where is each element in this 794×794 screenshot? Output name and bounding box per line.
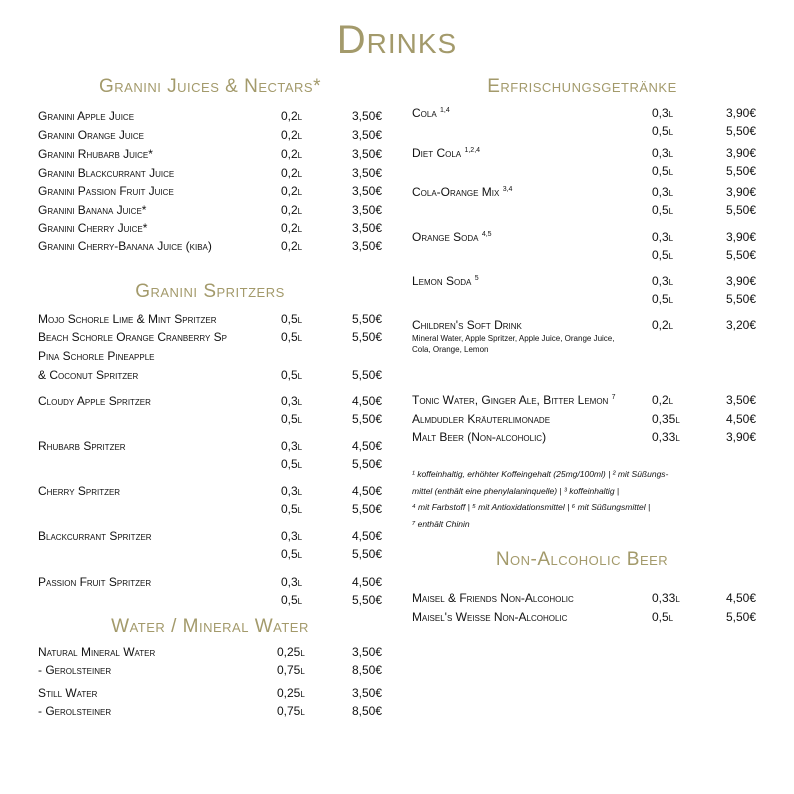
item-size: 0,3l xyxy=(652,106,674,120)
item-price: 3,50€ xyxy=(351,166,382,180)
item-price: 3,50€ xyxy=(351,203,382,217)
item-price: 3,50€ xyxy=(351,686,382,700)
item-price: 3,50€ xyxy=(351,221,382,235)
item-price-large: 5,50€ xyxy=(725,248,756,262)
item-price: 3,50€ xyxy=(351,645,382,659)
menu-item xyxy=(412,228,762,264)
item-name: Beach Schorle Orange Cranberry Sp xyxy=(38,330,228,344)
item-name: - Gerolsteiner xyxy=(38,663,112,677)
footnote-line: mittel (enthält eine phenylalaninquelle) | ³ koffeinhaltig | xyxy=(412,485,620,496)
item-size: 0,2l xyxy=(281,166,303,180)
section-heading-water: Water / Mineral Water xyxy=(111,616,309,637)
item-name: Granini Apple Juice xyxy=(38,109,135,123)
footnote-line: ⁷ enthält Chinin xyxy=(412,518,470,529)
item-name: Cloudy Apple Spritzer xyxy=(38,394,151,408)
item-size: 0,33l xyxy=(652,591,680,605)
item-price: 8,50€ xyxy=(351,663,382,677)
item-name: Pina Schorle Pineapple xyxy=(38,349,155,363)
item-name: Maisel's Weisse Non-Alcoholic xyxy=(412,610,568,624)
item-size: 0,2l xyxy=(281,109,303,123)
item-name-text: Tonic Water, Ginger Ale, Bitter Lemon xyxy=(412,393,609,407)
item-size: 0,5l xyxy=(281,312,303,326)
item-price-large: 5,50€ xyxy=(351,547,382,561)
footnote-line: ¹ koffeinhaltig, erhöhter Koffeingehalt (25mg/100ml) | ² mit Süßungs- xyxy=(412,469,669,479)
item-price: 3,50€ xyxy=(351,147,382,161)
item-name: Almdudler Kräuterlimonade xyxy=(412,412,551,426)
item-name: Malt Beer (Non-alcoholic) xyxy=(412,430,547,444)
item-price-large: 5,50€ xyxy=(351,593,382,607)
section-heading-soft-drinks: Erfrischungsgetränke xyxy=(487,76,677,97)
item-size: 0,33l xyxy=(652,430,680,444)
item-price: 4,50€ xyxy=(351,439,382,453)
footnote-ref: 1,4 xyxy=(440,107,450,114)
item-price: 3,50€ xyxy=(351,184,382,198)
footnote-line: ⁴ mit Farbstoff | ⁵ mit Antioxidationsmittel | ⁶ mit Süßungsmittel | xyxy=(412,502,651,512)
footnote-ref: 1,2,4 xyxy=(464,147,481,154)
item-size-large: 0,5l xyxy=(652,248,674,262)
item-size-large: 0,5l xyxy=(281,412,303,426)
item-size-large: 0,5l xyxy=(281,457,303,471)
item-price: 3,90€ xyxy=(725,146,756,160)
section-heading-juices: Granini Juices & Nectars* xyxy=(99,76,321,97)
item-name xyxy=(412,391,616,409)
item-size-large: 0,5l xyxy=(281,547,303,561)
section-heading-spritzers: Granini Spritzers xyxy=(135,281,285,302)
item-price-large: 5,50€ xyxy=(725,292,756,306)
item-size-large: 0,5l xyxy=(652,164,674,178)
item-description: Mineral Water, Apple Spritzer, Apple Juice, Orange Juice, Cola, Orange, Lemon xyxy=(412,334,615,354)
item-size: 0,3l xyxy=(281,439,303,453)
footnote-ref: 3,4 xyxy=(502,186,513,193)
item-price: 5,50€ xyxy=(351,312,382,326)
item-price-large: 5,50€ xyxy=(351,457,382,471)
item-name-text: Cola xyxy=(412,106,437,120)
item-name xyxy=(412,144,480,162)
item-size: 0,3l xyxy=(281,484,303,498)
item-name: Granini Rhubarb Juice* xyxy=(38,147,153,161)
item-size-large: 0,5l xyxy=(652,292,674,306)
item-size: 0,3l xyxy=(281,575,303,589)
item-price: 3,90€ xyxy=(725,274,756,288)
item-price-large: 5,50€ xyxy=(725,164,756,178)
menu-item xyxy=(38,573,388,609)
item-size: 0,25l xyxy=(277,645,305,659)
item-name: - Gerolsteiner xyxy=(38,704,112,718)
item-name-text: Cola-Orange Mix xyxy=(412,185,500,199)
menu-item xyxy=(412,144,762,180)
item-price: 3,90€ xyxy=(725,430,756,444)
item-size-large: 0,5l xyxy=(281,502,303,516)
item-name: Still Water xyxy=(38,686,98,700)
item-name: Rhubarb Spritzer xyxy=(38,439,126,453)
item-size: 0,35l xyxy=(652,412,680,426)
item-size: 0,2l xyxy=(281,221,303,235)
item-size-large: 0,5l xyxy=(652,203,674,217)
section-heading-beer: Non-Alcoholic Beer xyxy=(495,549,669,570)
item-size: 0,5l xyxy=(652,610,674,624)
menu-item xyxy=(412,104,762,140)
menu-item xyxy=(412,272,762,308)
item-price-large: 5,50€ xyxy=(351,412,382,426)
item-size: 0,2l xyxy=(652,393,674,407)
item-name-text: Orange Soda xyxy=(412,230,479,244)
item-price: 4,50€ xyxy=(351,484,382,498)
footnotes xyxy=(412,466,752,532)
item-price: 8,50€ xyxy=(351,704,382,718)
item-size: 0,75l xyxy=(277,704,305,718)
item-price: 4,50€ xyxy=(351,575,382,589)
item-name xyxy=(412,183,512,201)
item-name: Granini Cherry-Banana Juice (kiba) xyxy=(38,239,212,253)
item-price: 5,50€ xyxy=(351,368,382,382)
item-name: & Coconut Spritzer xyxy=(38,368,139,382)
item-price: 3,50€ xyxy=(351,128,382,142)
item-price-large: 5,50€ xyxy=(725,124,756,138)
item-price: 3,90€ xyxy=(725,185,756,199)
item-size: 0,3l xyxy=(652,146,674,160)
item-price: 5,50€ xyxy=(725,610,756,624)
menu-item xyxy=(38,392,388,428)
item-name: Mojo Schorle Lime & Mint Spritzer xyxy=(38,312,217,326)
item-size: 0,75l xyxy=(277,663,305,677)
item-name: Maisel & Friends Non-Alcoholic xyxy=(412,591,574,605)
item-price: 3,50€ xyxy=(725,393,756,407)
menu-item xyxy=(412,316,762,358)
item-size: 0,25l xyxy=(277,686,305,700)
item-price-large: 5,50€ xyxy=(351,502,382,516)
item-price: 3,90€ xyxy=(725,230,756,244)
item-size: 0,2l xyxy=(281,203,303,217)
item-size-large: 0,5l xyxy=(652,124,674,138)
item-name-text: Lemon Soda xyxy=(412,274,472,288)
menu-item xyxy=(38,527,388,563)
item-name: Granini Cherry Juice* xyxy=(38,221,148,235)
item-price: 3,50€ xyxy=(351,109,382,123)
menu-item xyxy=(38,482,388,518)
menu-item xyxy=(412,183,762,219)
item-size: 0,5l xyxy=(281,368,303,382)
item-size: 0,2l xyxy=(281,239,303,253)
item-size: 0,3l xyxy=(652,185,674,199)
item-price: 4,50€ xyxy=(725,591,756,605)
item-name xyxy=(412,272,479,290)
item-size: 0,3l xyxy=(281,394,303,408)
item-name: Granini Blackcurrant Juice xyxy=(38,166,175,180)
item-size: 0,2l xyxy=(281,184,303,198)
item-size: 0,2l xyxy=(652,318,674,332)
item-name: Cherry Spritzer xyxy=(38,484,121,498)
item-size: 0,5l xyxy=(281,330,303,344)
item-name: Children's Soft Drink xyxy=(412,318,522,332)
item-size: 0,2l xyxy=(281,147,303,161)
item-price: 4,50€ xyxy=(351,394,382,408)
page-title: Drinks xyxy=(336,18,458,62)
item-name: Granini Banana Juice* xyxy=(38,203,147,217)
item-price: 5,50€ xyxy=(351,330,382,344)
item-size: 0,3l xyxy=(281,529,303,543)
item-price: 4,50€ xyxy=(351,529,382,543)
item-size-large: 0,5l xyxy=(281,593,303,607)
item-price-large: 5,50€ xyxy=(725,203,756,217)
item-name: Natural Mineral Water xyxy=(38,645,156,659)
item-name: Blackcurrant Spritzer xyxy=(38,529,152,543)
item-name: Granini Passion Fruit Juice xyxy=(38,184,174,198)
item-name: Passion Fruit Spritzer xyxy=(38,575,152,589)
item-name xyxy=(412,228,492,246)
item-size: 0,2l xyxy=(281,128,303,142)
item-name xyxy=(412,104,450,122)
menu-item xyxy=(38,437,388,473)
item-price: 4,50€ xyxy=(725,412,756,426)
item-price: 3,90€ xyxy=(725,106,756,120)
item-name: Granini Orange Juice xyxy=(38,128,145,142)
item-size: 0,3l xyxy=(652,274,674,288)
item-price: 3,50€ xyxy=(351,239,382,253)
item-name-text: Diet Cola xyxy=(412,146,462,160)
footnote-ref: 5 xyxy=(474,275,479,282)
footnote-ref: 7 xyxy=(611,394,616,401)
item-size: 0,3l xyxy=(652,230,674,244)
footnote-ref: 4,5 xyxy=(481,231,492,238)
item-price: 3,20€ xyxy=(725,318,756,332)
